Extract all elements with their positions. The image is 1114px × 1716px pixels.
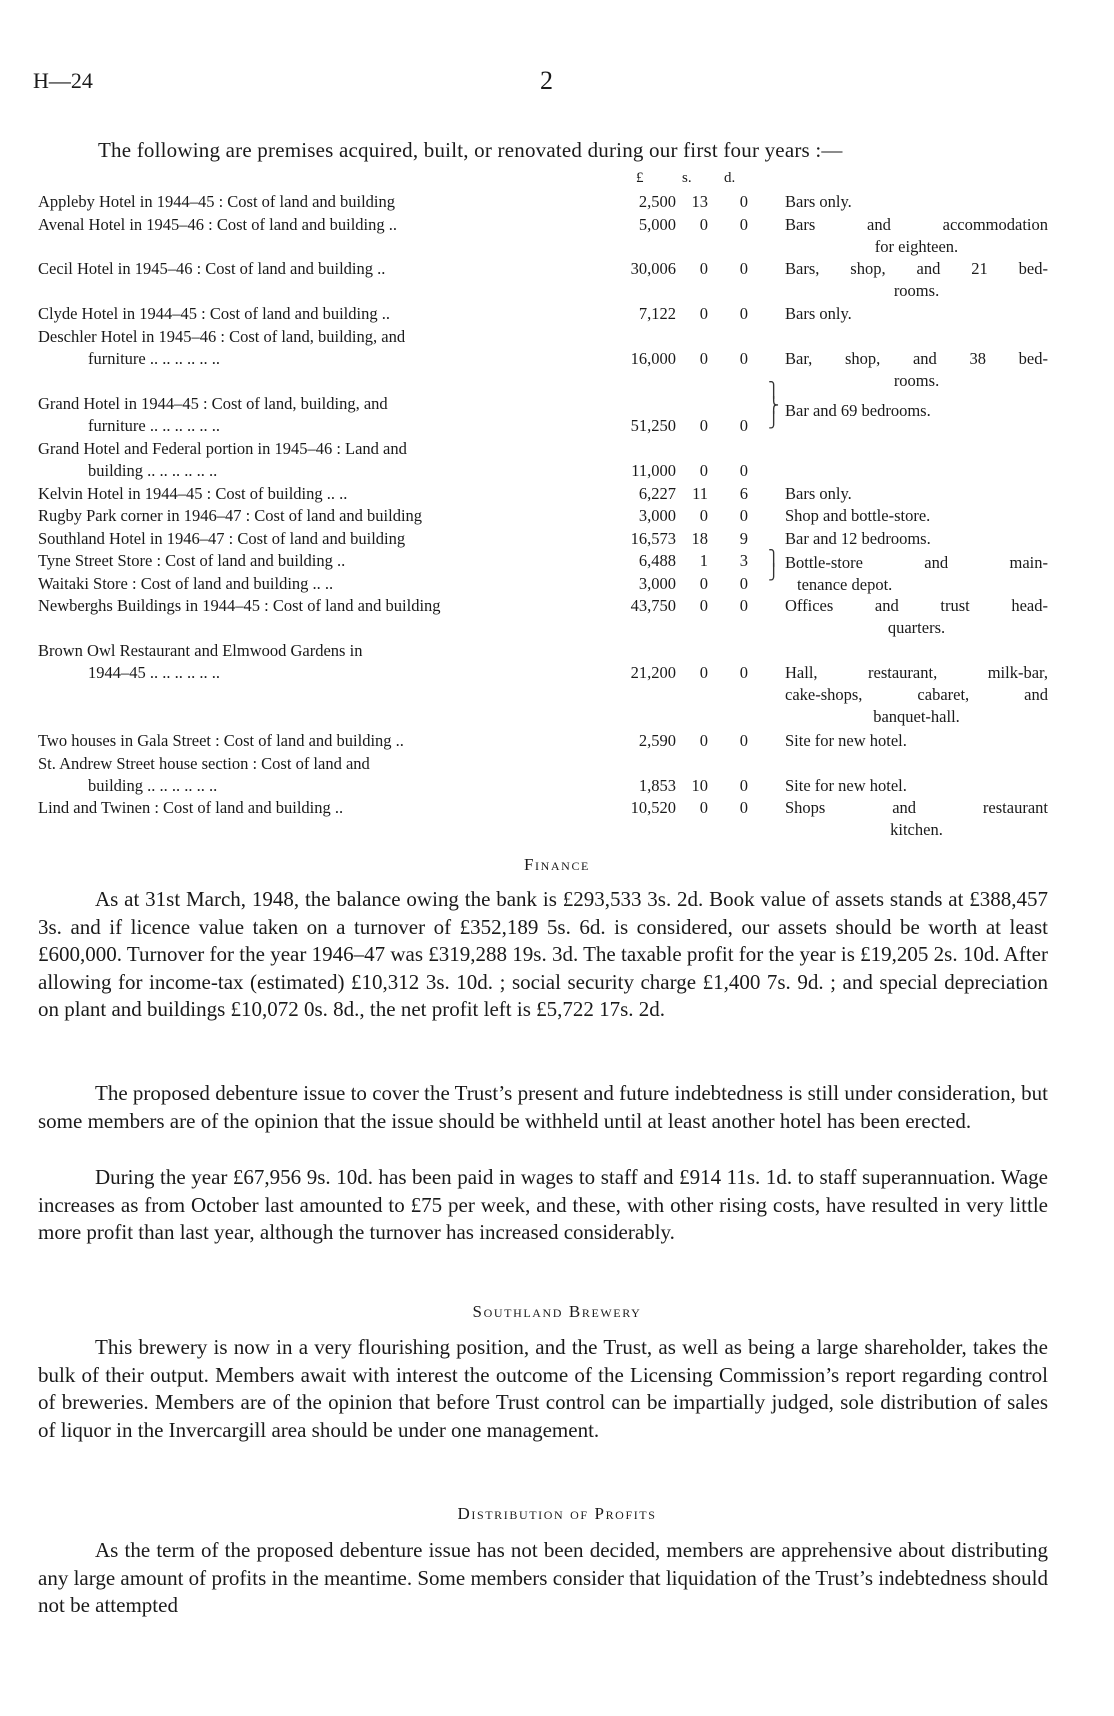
premises-shillings: 0 — [699, 663, 708, 682]
southland-brewery-heading: Southland Brewery — [472, 1302, 642, 1321]
pence-heading: d. — [724, 170, 736, 186]
premises-description — [38, 214, 603, 236]
premises-description — [38, 326, 603, 370]
premises-remark-line: kitchen. — [890, 820, 943, 839]
premises-description — [38, 640, 603, 684]
document-code: H—24 — [33, 68, 93, 93]
premises-description-line: furniture .. .. .. .. .. .. — [88, 349, 220, 368]
premises-description-line: Grand Hotel in 1944–45 : Cost of land, building, and — [38, 394, 388, 413]
premises-description — [38, 483, 603, 505]
premises-remarks — [785, 214, 1048, 258]
premises-remarks — [785, 258, 1048, 302]
premises-remark-line: Bar and 12 bedrooms. — [785, 529, 931, 548]
premises-pence: 0 — [739, 349, 748, 368]
premises-pounds: 5,000 — [638, 215, 676, 234]
premises-description-line: Newberghs Buildings in 1944–45 : Cost of land and building — [38, 596, 441, 615]
premises-remarks — [785, 595, 1048, 639]
premises-remarks — [785, 730, 1048, 752]
premises-pounds: 3,000 — [638, 506, 676, 525]
premises-shillings: 18 — [691, 529, 708, 548]
premises-pounds: 16,573 — [630, 529, 676, 548]
premises-shillings: 0 — [699, 215, 708, 234]
premises-remarks — [785, 348, 1048, 392]
premises-description-line: Appleby Hotel in 1944–45 : Cost of land and building — [38, 192, 396, 211]
premises-remark-line: Bars only. — [785, 304, 852, 323]
grand-group-brace: ⎫ ⎬ ⎭ — [768, 383, 780, 429]
premises-remark-line: Shop and bottle-store. — [785, 506, 931, 525]
premises-pence: 0 — [739, 506, 748, 525]
page-number: 2 — [540, 66, 553, 95]
tyne-waitaki-remark-line-1: Bottle-store and main- — [785, 553, 1048, 572]
premises-description — [38, 730, 603, 752]
premises-remark-line: Bar, shop, and 38 bed- — [785, 349, 1048, 368]
premises-shillings: 0 — [699, 461, 708, 480]
premises-pence: 0 — [739, 461, 748, 480]
premises-remark-line: cake-shops, cabaret, and — [785, 685, 1048, 704]
premises-description-line: Cecil Hotel in 1945–46 : Cost of land and building .. — [38, 259, 386, 278]
distribution-heading: Distribution of Profits — [457, 1504, 657, 1523]
southland-brewery-paragraph: This brewery is now in a very flourishing position, and the Trust, as well as being a large shareholder, takes the bulk of their output. Members await with interest the outcome of the Licensing Commission’s report regarding control of breweries. Members are of the opinion that before Trust control can be impartially judged, sole distribution of sales of liquor in the Invercargill area should be under one management. — [38, 1335, 1048, 1442]
premises-shillings: 0 — [699, 798, 708, 817]
premises-pence: 0 — [739, 192, 748, 211]
premises-description — [38, 438, 603, 482]
premises-remark-line: Bars and accommodation — [785, 215, 1048, 234]
premises-description-line: furniture .. .. .. .. .. .. — [88, 416, 220, 435]
tyne-waitaki-remark-line-2: tenance depot. — [797, 575, 893, 594]
premises-description-line: Lind and Twinen : Cost of land and building .. — [38, 798, 344, 817]
premises-description-line: Two houses in Gala Street : Cost of land and building .. — [38, 731, 404, 750]
premises-pence: 0 — [739, 259, 748, 278]
premises-pounds: 11,000 — [631, 461, 676, 480]
premises-pounds: 21,200 — [630, 663, 676, 682]
premises-shillings: 10 — [691, 776, 708, 795]
premises-pounds: 43,750 — [630, 596, 676, 615]
premises-description — [38, 753, 603, 797]
finance-paragraph-2: The proposed debenture issue to cover the Trust’s present and future indebtedness is still under consideration, but some members are of the opinion that the issue should be withheld until at least another hotel has been erected. — [38, 1081, 1048, 1133]
premises-shillings: 0 — [699, 731, 708, 750]
premises-pence: 0 — [739, 596, 748, 615]
premises-remark-line: Bars only. — [785, 484, 852, 503]
premises-shillings: 0 — [699, 416, 708, 435]
premises-description — [38, 303, 603, 325]
premises-description — [38, 528, 603, 550]
premises-description — [38, 595, 603, 617]
premises-remarks — [785, 528, 1048, 550]
premises-shillings: 1 — [699, 551, 708, 570]
premises-remark-line: Site for new hotel. — [785, 731, 907, 750]
tyne-waitaki-brace: ⎫ ⎭ — [768, 551, 780, 581]
premises-remark-line: for eighteen. — [874, 237, 959, 256]
distribution-paragraph: As the term of the proposed debenture issue has not been decided, members are apprehensive about distributing any large amount of profits in the meantime. Some members consider that liquidation of the Trust’s indebtedness should not be attempted — [38, 1538, 1048, 1618]
premises-remarks — [785, 797, 1048, 841]
grand-group-remark: Bar and 69 bedrooms. — [785, 401, 931, 420]
premises-shillings: 0 — [699, 574, 708, 593]
finance-heading: Finance — [524, 855, 590, 874]
premises-remark-line: Site for new hotel. — [785, 776, 907, 795]
intro-sentence: The following are premises acquired, built, or renovated during our first four years :— — [98, 138, 843, 162]
premises-remark-line: banquet-hall. — [873, 707, 960, 726]
premises-description-line: Clyde Hotel in 1944–45 : Cost of land and building .. — [38, 304, 390, 323]
premises-pounds: 2,590 — [638, 731, 676, 750]
premises-pounds: 10,520 — [630, 798, 676, 817]
premises-shillings: 0 — [699, 506, 708, 525]
premises-pence: 0 — [739, 304, 748, 323]
premises-description-line: Waitaki Store : Cost of land and building .. .. — [38, 574, 334, 593]
premises-pounds: 30,006 — [630, 259, 676, 278]
premises-description — [38, 550, 603, 572]
premises-description-line: 1944–45 .. .. .. .. .. .. — [88, 663, 220, 682]
premises-description-line: Grand Hotel and Federal portion in 1945–46 : Land and — [38, 439, 407, 458]
premises-description-line: Deschler Hotel in 1945–46 : Cost of land, building, and — [38, 327, 406, 346]
premises-remark-line: Hall, restaurant, milk-bar, — [785, 663, 1048, 682]
premises-description-line: building .. .. .. .. .. .. — [88, 461, 218, 480]
premises-remark-line: Shops and restaurant — [785, 798, 1048, 817]
premises-remark-line: Bars only. — [785, 192, 852, 211]
premises-remarks — [785, 303, 1048, 325]
premises-description-line: Avenal Hotel in 1945–46 : Cost of land and building .. — [38, 215, 397, 234]
premises-pounds: 6,227 — [638, 484, 676, 503]
premises-remark-line: rooms. — [893, 371, 940, 390]
premises-pence: 0 — [739, 416, 748, 435]
premises-pence: 0 — [739, 215, 748, 234]
premises-description-line: Southland Hotel in 1946–47 : Cost of land and building — [38, 529, 406, 548]
premises-pounds: 1,853 — [638, 776, 676, 795]
premises-shillings: 0 — [699, 349, 708, 368]
premises-description — [38, 505, 603, 527]
premises-pence: 0 — [739, 574, 748, 593]
premises-pounds: 16,000 — [630, 349, 676, 368]
premises-pounds: 51,250 — [630, 416, 676, 435]
premises-shillings: 11 — [692, 484, 708, 503]
premises-remark-line: rooms. — [893, 281, 940, 300]
pounds-heading: £ — [636, 170, 644, 186]
premises-pence: 0 — [739, 731, 748, 750]
premises-shillings: 0 — [699, 596, 708, 615]
premises-remarks — [785, 775, 1048, 797]
finance-paragraph-1: As at 31st March, 1948, the balance owing the bank is £293,533 3s. 2d. Book value of assets stands at £388,457 3s. and if licence value taken on a turnover of £352,189 5s. 6d. is considered, our assets should be worth at least £600,000. Turnover for the year 1946–47 was £319,288 19s. 3d. The taxable profit for the year is £19,205 2s. 10d. After allowing for income-tax (estimated) £10,312 3s. 10d. ; social security charge £1,400 7s. 9d. ; and special depreciation on plant and buildings £10,072 0s. 8d., the net profit left is £5,722 17s. 2d. — [38, 887, 1048, 1022]
premises-shillings: 13 — [691, 192, 708, 211]
premises-remarks — [785, 483, 1048, 505]
shillings-heading: s. — [682, 170, 692, 186]
finance-paragraph-3: During the year £67,956 9s. 10d. has been paid in wages to staff and £914 11s. 1d. to staff superannuation. Wage increases as from October last amounted to £75 per week, and these, with other rising costs, have resulted in very little more profit than last year, although the turnover has increased considerably. — [38, 1165, 1048, 1245]
premises-shillings: 0 — [699, 304, 708, 323]
premises-pounds: 7,122 — [638, 304, 676, 323]
premises-pence: 0 — [739, 798, 748, 817]
premises-description-line: Tyne Street Store : Cost of land and building .. — [38, 551, 346, 570]
premises-remark-line: Bars, shop, and 21 bed- — [785, 259, 1048, 278]
premises-description-line: building .. .. .. .. .. .. — [88, 776, 218, 795]
premises-description — [38, 797, 603, 819]
premises-description-line: Brown Owl Restaurant and Elmwood Gardens in — [38, 641, 363, 660]
premises-pence: 3 — [739, 551, 748, 570]
premises-remark-line: quarters. — [887, 618, 946, 637]
premises-description-line: Kelvin Hotel in 1944–45 : Cost of building .. .. — [38, 484, 348, 503]
premises-description — [38, 258, 603, 280]
premises-shillings: 0 — [699, 259, 708, 278]
premises-pence: 9 — [739, 529, 748, 548]
premises-remarks — [785, 505, 1048, 527]
premises-description — [38, 573, 603, 595]
premises-remark-line: Offices and trust head- — [785, 596, 1048, 615]
premises-description-line: St. Andrew Street house section : Cost of land and — [38, 754, 370, 773]
tyne-waitaki-remark — [785, 552, 1048, 596]
premises-remarks — [785, 662, 1048, 728]
premises-description — [38, 393, 603, 437]
premises-pence: 0 — [739, 663, 748, 682]
premises-pounds: 2,500 — [638, 192, 676, 211]
premises-description-line: Rugby Park corner in 1946–47 : Cost of land and building — [38, 506, 423, 525]
premises-pounds: 6,488 — [638, 551, 676, 570]
premises-description — [38, 191, 603, 213]
premises-pence: 6 — [739, 484, 748, 503]
premises-pounds: 3,000 — [638, 574, 676, 593]
premises-remarks — [785, 191, 1048, 213]
premises-pence: 0 — [739, 776, 748, 795]
